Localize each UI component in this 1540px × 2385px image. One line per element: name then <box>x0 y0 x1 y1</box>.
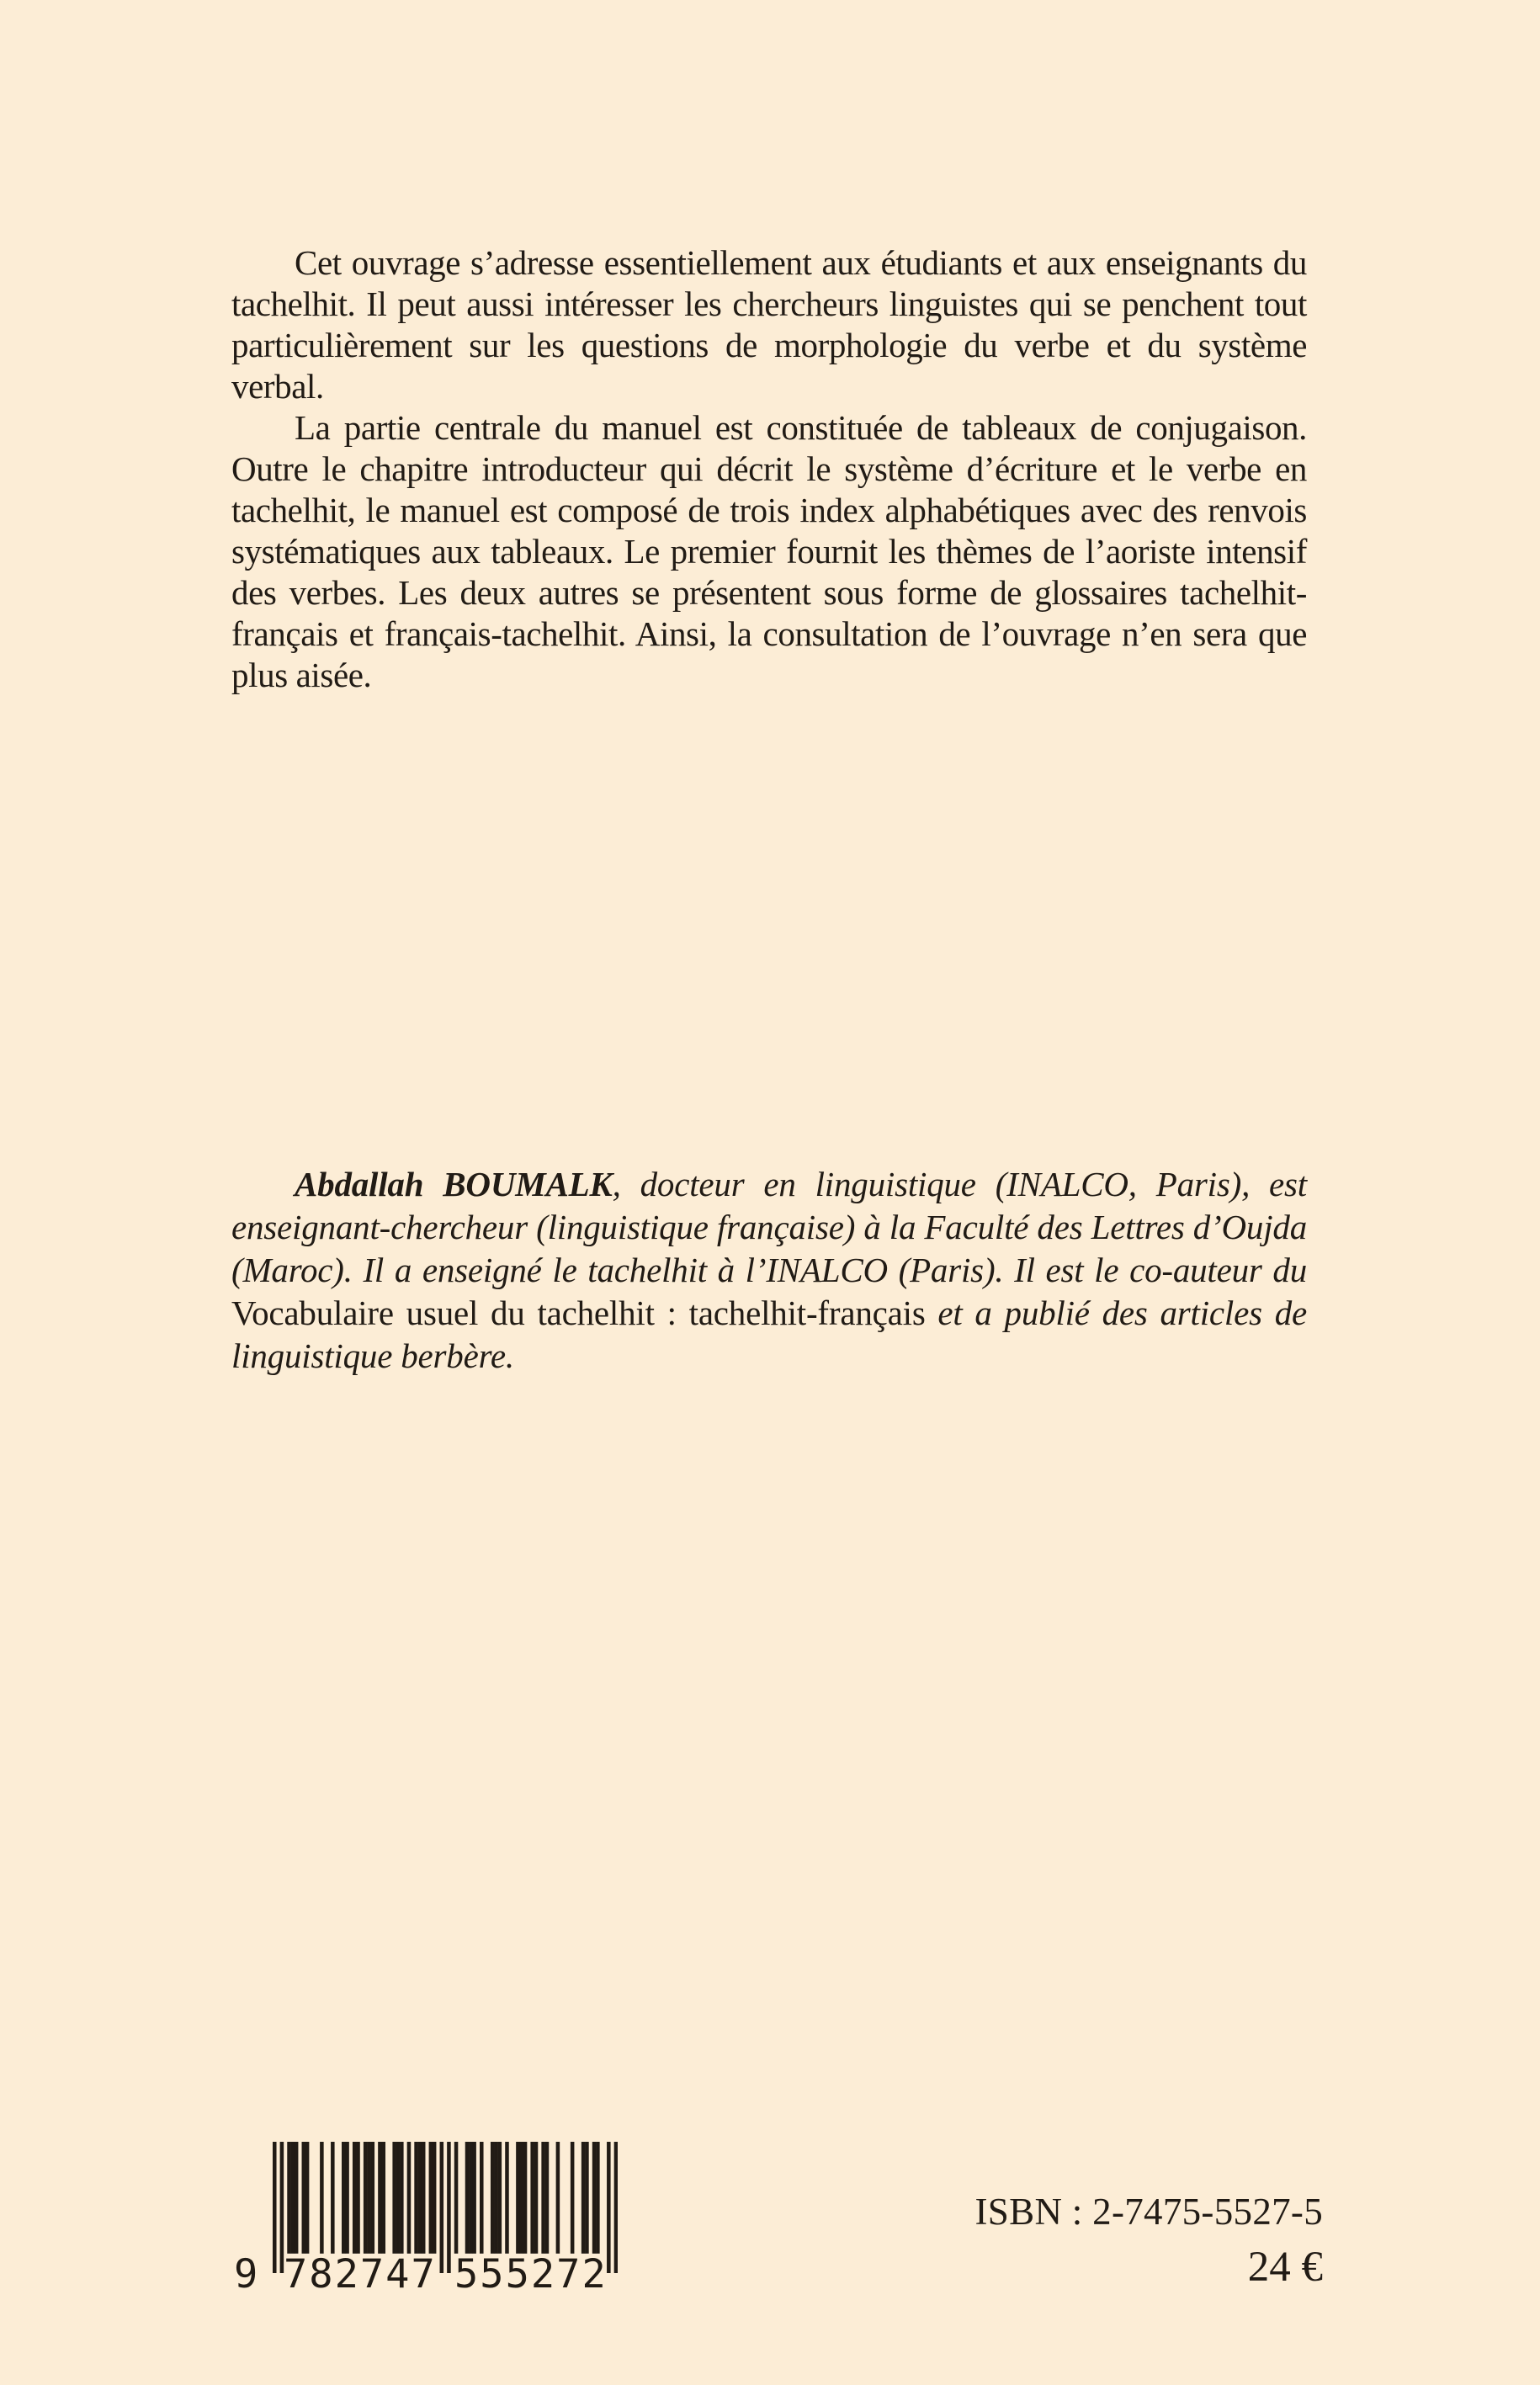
cited-book-title: Vocabulaire usuel du tachelhit : tachelhit-français <box>231 1293 926 1332</box>
synopsis <box>231 242 1307 696</box>
author-bio-paragraph <box>231 1163 1307 1378</box>
barcode-right-digits: 555272 <box>454 2251 608 2297</box>
price-label: 24 € <box>1247 2244 1323 2291</box>
synopsis-paragraph-2: La partie centrale du manuel est constituée de tableaux de conjugaison. Outre le chapitre introducteur qui décrit le système d’écriture et le verbe en tachelhit, le manuel est composé de trois index alphabétiques avec des renvois systématiques aux tableaux. Le premier fournit les thèmes de l’aoriste intensif des verbes. Les deux autres se présentent sous forme de glossaires tachelhit-français et français-tachelhit. Ainsi, la consultation de l’ouvrage n’en sera que plus aisée. <box>231 408 1307 694</box>
author-bio <box>231 1163 1307 1378</box>
barcode-first-digit: 9 <box>234 2251 258 2297</box>
isbn-label: ISBN : 2-7475-5527-5 <box>974 2191 1323 2233</box>
author-bio-text: , docteur en linguistique (INALCO, Paris), est enseignant-chercheur (linguistique française) à la Faculté des Lettres d’Oujda (Maroc). Il a enseigné le tachelhit à l’INALCO (Paris). Il est le co-auteur du <box>231 1165 1307 1289</box>
author-bio-text-end: et a publié des articles de linguistique berbère. <box>231 1293 1307 1375</box>
synopsis-paragraph-1: Cet ouvrage s’adresse essentiellement aux étudiants et aux enseignants du tachelhit. Il peut aussi intéresser les chercheurs linguistes qui se penchent tout particulièrement sur les questions de morphologie du verbe et du système verbal. <box>231 243 1307 406</box>
barcode-left-digits: 782747 <box>284 2251 437 2297</box>
author-name: Abdallah BOUMALK <box>295 1165 613 1203</box>
barcode <box>234 2142 629 2306</box>
